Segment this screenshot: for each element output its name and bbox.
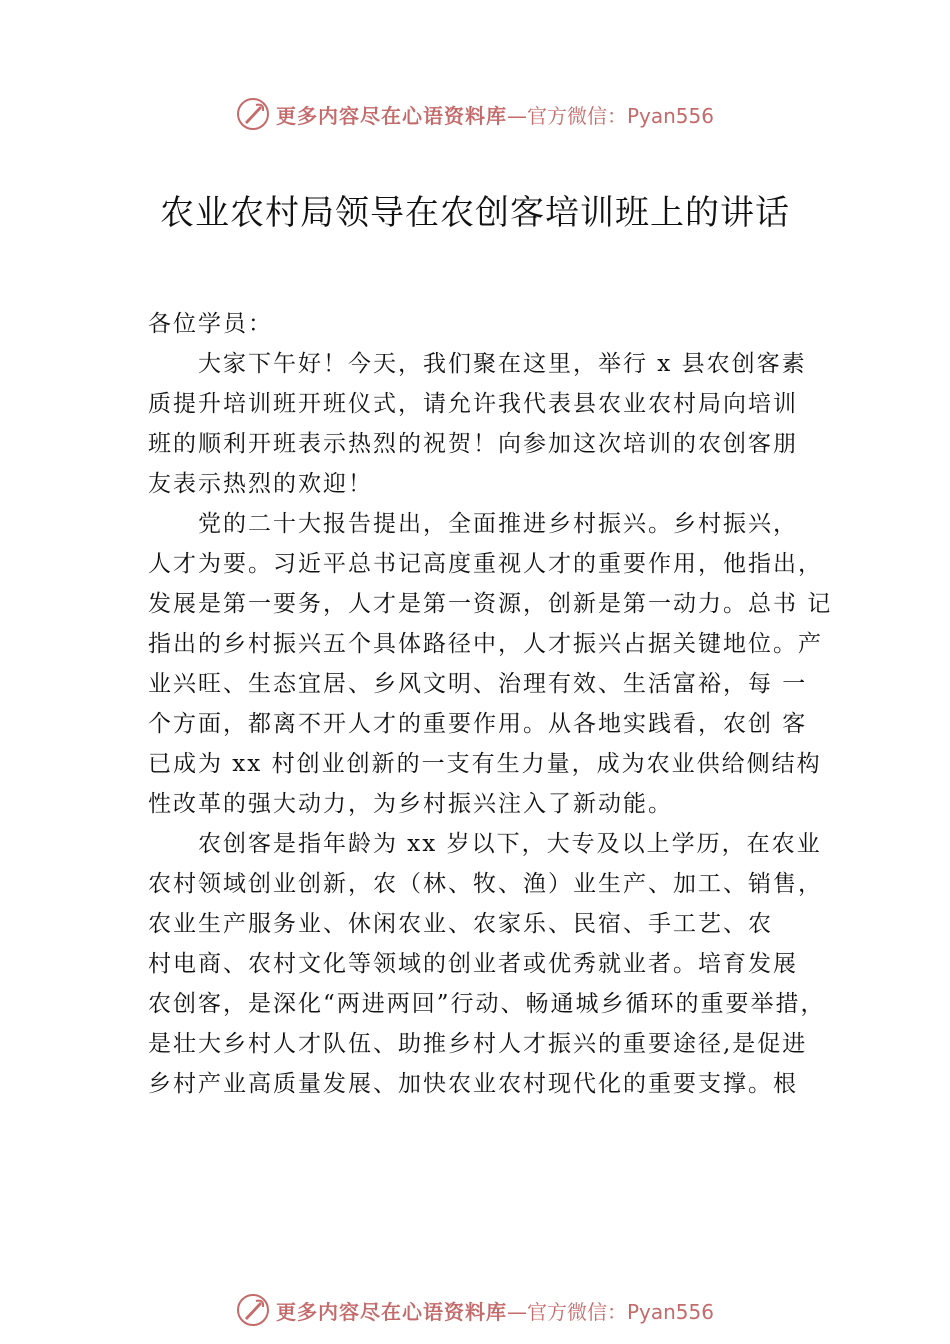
text-line: 友表示热烈的欢迎！ xyxy=(148,471,373,497)
text-line: 班的顺利开班表示热烈的祝贺！向参加这次培训的农创客朋 xyxy=(148,431,798,457)
text-line: 村电商、农村文化等领域的创业者或优秀就业者。培育发展 xyxy=(148,951,798,977)
text-line: 发展是第一要务，人才是第一资源，创新是第一动力。总书 记 xyxy=(148,591,833,617)
quill-logo-icon xyxy=(236,1293,270,1327)
watermark-contact: —官方微信：Pyan556 xyxy=(506,103,714,128)
watermark-text: 更多内容尽在心语资料库 xyxy=(275,1299,507,1324)
header-watermark xyxy=(0,94,950,134)
text-line: 大家下午好！今天，我们聚在这里，举行 x 县农创客素 xyxy=(198,351,807,377)
watermark-text: 更多内容尽在心语资料库 xyxy=(275,103,507,128)
text-line: 党的二十大报告提出，全面推进乡村振兴。乡村振兴， xyxy=(198,511,798,537)
text-line: 个方面，都离不开人才的重要作用。从各地实践看，农创 客 xyxy=(148,711,808,737)
text-line: 业兴旺、生态宜居、乡风文明、治理有效、生活富裕，每 一 xyxy=(148,671,808,697)
footer-watermark xyxy=(0,1290,950,1330)
document-body xyxy=(148,304,838,1104)
document-title: 农业农村局领导在农创客培训班上的讲话 xyxy=(160,193,790,233)
paragraph-3 xyxy=(148,824,838,1104)
text-line: 农创客，是深化“两进两回”行动、畅通城乡循环的重要举措， xyxy=(148,991,826,1017)
text-line: 乡村产业高质量发展、加快农业农村现代化的重要支撑。根 xyxy=(148,1071,798,1097)
text-line: 农创客是指年龄为 xx 岁以下，大专及以上学历，在农业 xyxy=(198,831,822,857)
text-line: 已成为 xx 村创业创新的一支有生力量，成为农业供给侧结构 xyxy=(148,751,822,777)
text-line: 指出的乡村振兴五个具体路径中，人才振兴占据关键地位。产 xyxy=(148,631,823,657)
text-line: 人才为要。习近平总书记高度重视人才的重要作用，他指出， xyxy=(148,551,823,577)
text-line: 农业生产服务业、休闲农业、农家乐、民宿、手工艺、农 xyxy=(148,911,773,937)
text-line: 是壮大乡村人才队伍、助推乡村人才振兴的重要途径,是促进 xyxy=(148,1031,808,1057)
text-line: 性改革的强大动力，为乡村振兴注入了新动能。 xyxy=(148,791,673,817)
text-line: 农村领域创业创新，农（林、牧、渔）业生产、加工、销售， xyxy=(148,871,823,897)
salutation: 各位学员： xyxy=(148,311,273,337)
paragraph-2 xyxy=(148,504,838,824)
quill-logo-icon xyxy=(236,97,270,131)
paragraph-1 xyxy=(148,344,838,504)
text-line: 质提升培训班开班仪式，请允许我代表县农业农村局向培训 xyxy=(148,391,798,417)
watermark-contact: —官方微信：Pyan556 xyxy=(506,1299,714,1324)
